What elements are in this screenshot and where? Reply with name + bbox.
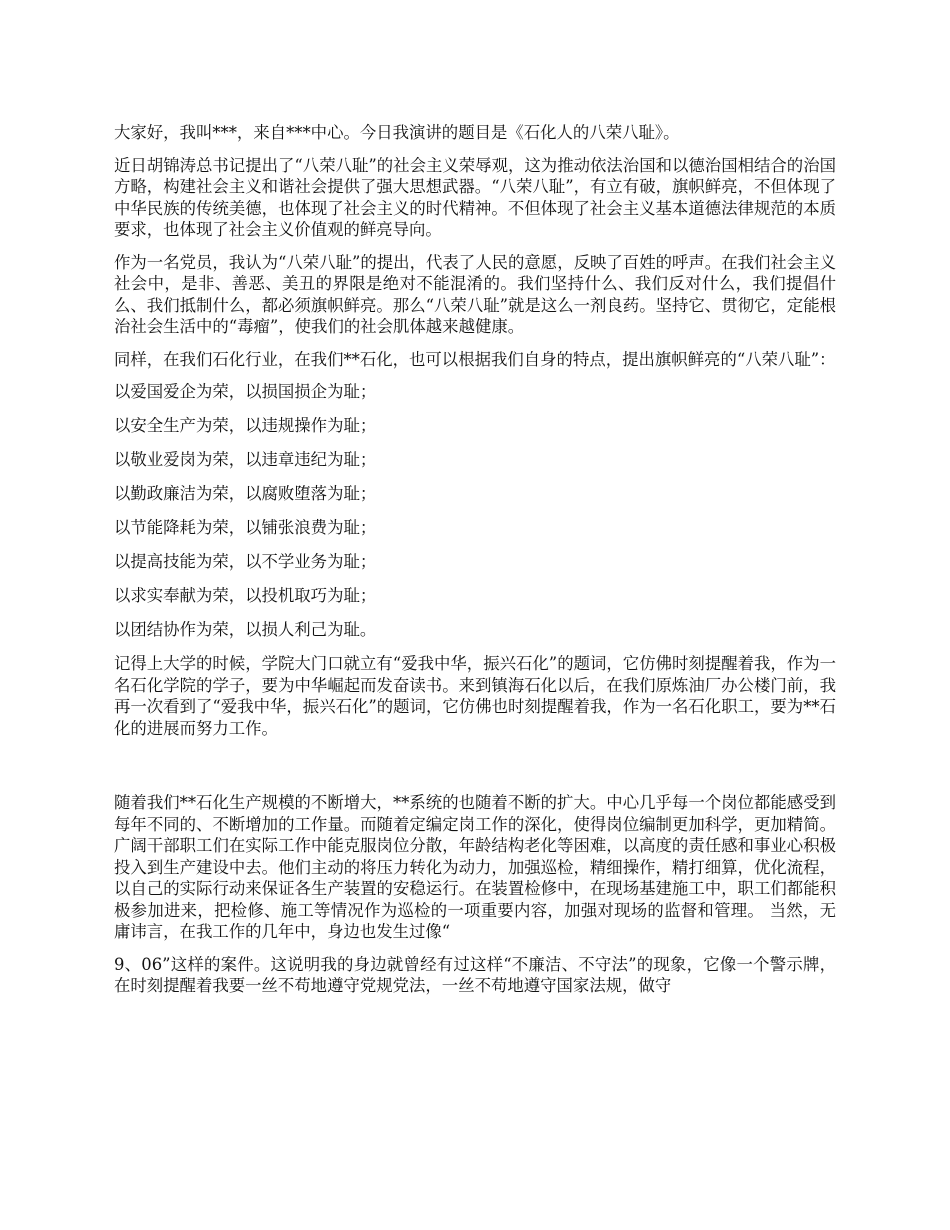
paragraph-greeting: 大家好，我叫***，来自***中心。今日我演讲的题目是《石化人的八荣八耻》。 [114,123,680,142]
list-item-honor-4: 以勤政廉洁为荣，以腐败堕落为耻； [114,484,377,503]
paragraph-petrochemical: 同样，在我们石化行业，在我们**石化，也可以根据我们自身的特点，提出旗帜鲜亮的“八荣八耻”： [114,349,836,369]
paragraph-university: 记得上大学的时候，学院大门口就立有“爱我中华，振兴石化”的题词，它仿佛时刻提醒着我，作为一名石化学院的学子，要为中华崛起而发奋读书。来到镇海石化以后，在我们原炼油厂办公楼门前，我再一次看到了“爱我中华，振兴石化”的题词，它仿佛也时刻提醒着我，作为一名石化职工，要为**石化的进展而努力工作。 [114,654,836,738]
list-item-honor-3: 以敬业爱岗为荣，以违章违纪为耻； [114,450,377,469]
list-item-honor-8: 以团结协作为荣，以损人利己为耻。 [114,620,377,639]
paragraph-spacer [114,750,836,792]
list-item-honor-5: 以节能降耗为荣，以铺张浪费为耻； [114,518,377,537]
list-item-honor-1: 以爱国爱企为荣，以损国损企为耻； [114,382,377,401]
list-item-honor-2: 以安全生产为荣，以违规操作为耻； [114,416,377,435]
paragraph-case: 9、06”这样的案件。这说明我的身边就曾经有过这样“不廉洁、不守法”的现象，它像一个警示牌，在时刻提醒着我要一丝不苟地遵守党规党法，一丝不苟地遵守国家法规，做守 [114,954,836,995]
paragraph-intro: 近日胡锦涛总书记提出了“八荣八耻”的社会主义荣辱观，这为推动依法治国和以德治国相结合的治国方略，构建社会主义和谐社会提供了强大思想武器。“八荣八耻”，有立有破，旗帜鲜亮，不但体现了中华民族的传统美德，也体现了社会主义的时代精神。不但体现了社会主义基本道德法律规范的本质要求，也体现了社会主义价值观的鲜亮导向。 [114,155,836,239]
list-item-honor-6: 以提高技能为荣，以不学业务为耻； [114,552,377,571]
document-body [114,122,836,1008]
list-item-honor-7: 以求实奉献为荣，以投机取巧为耻； [114,586,377,605]
paragraph-party-member: 作为一名党员，我认为“八荣八耻”的提出，代表了人民的意愿，反映了百姓的呼声。在我们社会主义社会中，是非、善恶、美丑的界限是绝对不能混淆的。我们坚持什么、我们反对什么，我们提倡什么、我们抵制什么，都必须旗帜鲜亮。那么“八荣八耻”就是这么一剂良药。坚持它、贯彻它，定能根治社会生活中的“毒瘤”，使我们的社会肌体越来越健康。 [114,252,836,336]
paragraph-production: 随着我们**石化生产规模的不断增大，**系统的也随着不断的扩大。中心几乎每一个岗位都能感受到每年不同的、不断增加的工作量。而随着定编定岗工作的深化，使得岗位编制更加科学，更加精简。广阔干部职工们在实际工作中能克服岗位分散，年龄结构老化等困难，以高度的责任感和事业心积极投入到生产建设中去。他们主动的将压力转化为动力，加强巡检，精细操作，精打细算，优化流程，以自己的实际行动来保证各生产装置的安稳运行。在装置检修中，在现场基建施工中，职工们都能积极参加进来，把检修、施工等情况作为巡检的一项重要内容，加强对现场的监督和管理。 当然，无庸讳言，在我工作的几年中，身边也发生过像“ [114,793,836,941]
